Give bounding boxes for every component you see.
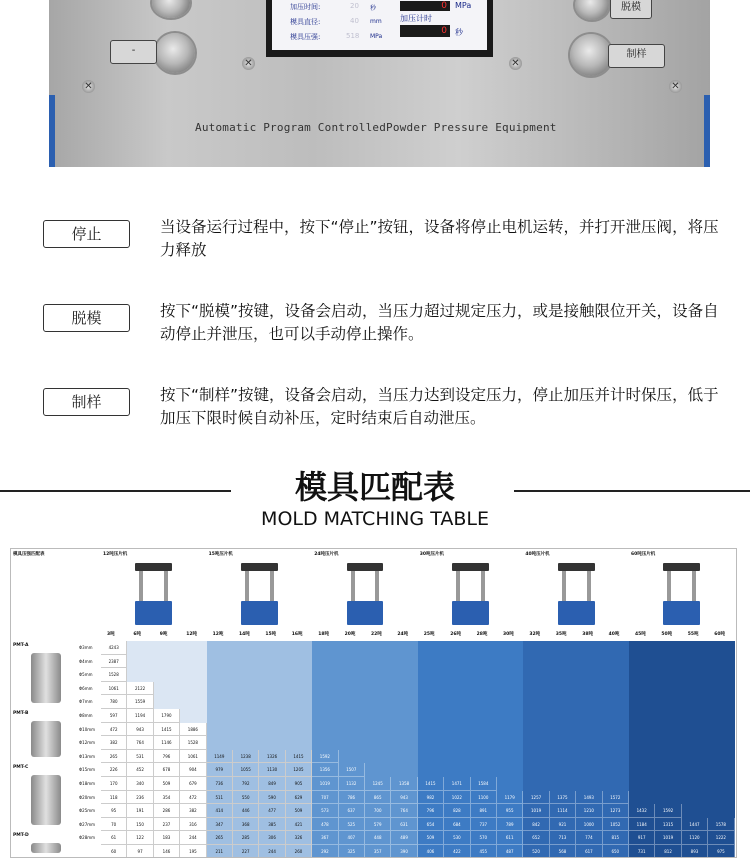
pressure-cell: 382 <box>101 736 127 750</box>
pressure-cell: 955 <box>497 804 523 818</box>
press-part <box>663 601 700 625</box>
pressure-cell: 849 <box>259 777 285 791</box>
diameter-label: Φ20mm <box>79 794 96 800</box>
pressure-cell: 406 <box>418 845 444 858</box>
pressure-cell: 812 <box>655 845 681 858</box>
pressure-cell: 97 <box>127 845 153 858</box>
pressure-cell: 764 <box>391 804 417 818</box>
pressure-cell: 1415 <box>418 777 444 791</box>
screen-row-value: 20 <box>350 2 359 10</box>
pressure-cell: 1019 <box>655 831 681 845</box>
ton-label: 28吨 <box>476 632 488 637</box>
press-part <box>241 563 278 571</box>
pressure-cell: 637 <box>339 804 365 818</box>
screen-row-value: 518 <box>346 32 360 40</box>
pressure-cell: 385 <box>259 818 285 832</box>
diameter-label: Φ6mm <box>79 685 93 691</box>
lcd-screen-content <box>272 0 487 50</box>
pressure-cell: 1315 <box>655 818 681 832</box>
pressure-cell: 1572 <box>603 791 629 805</box>
mold-group-label: PMT-A <box>13 643 29 648</box>
screen-row-label: 加压时间: <box>290 3 321 11</box>
pressure-cell: 2122 <box>127 682 153 696</box>
pressure-cell: 183 <box>154 831 180 845</box>
pressure-cell: 1493 <box>576 791 602 805</box>
pressure-cell: 631 <box>391 818 417 832</box>
pressure-cell: 1061 <box>180 750 206 764</box>
pressure-cell: 905 <box>286 777 312 791</box>
press-part <box>456 571 460 601</box>
pressure-cell: 1528 <box>101 668 127 682</box>
pressure-cell: 979 <box>207 763 233 777</box>
pressure-cell: 487 <box>497 845 523 858</box>
diameter-label: Φ3mm <box>79 645 93 650</box>
press-part <box>587 571 591 601</box>
diameter-label: Φ8mm <box>79 713 93 718</box>
press-part <box>241 601 278 625</box>
pressure-cell: 446 <box>233 804 259 818</box>
pressure-cell: 509 <box>154 777 180 791</box>
ton-label: 26吨 <box>450 632 461 637</box>
ton-label: 55吨 <box>687 632 699 637</box>
press-drawing <box>347 563 384 625</box>
pressure-cell: 4243 <box>101 641 127 655</box>
pressure-cell: 95 <box>101 804 127 818</box>
machine-name: 30吨压片机 <box>419 552 445 557</box>
pressure-cell: 236 <box>127 791 153 805</box>
mold-group-label: PMT-D <box>13 833 29 839</box>
pressure-cell: 2387 <box>101 655 127 669</box>
diameter-label: Φ18mm <box>79 781 96 786</box>
demold-description: 按下“脱模”按键，设备会启动，当压力超过规定压力，或是接触限位开关，设备自动停止并泄压，也可以手动停止操作。 <box>160 302 719 343</box>
pressure-cell: 1222 <box>708 831 734 845</box>
pressure-cell: 191 <box>127 804 153 818</box>
mold-matching-table <box>10 548 737 858</box>
pressure-cell: 1022 <box>444 791 470 805</box>
pressure-cell: 146 <box>154 845 180 858</box>
pressure-cell: 1130 <box>259 763 285 777</box>
pressure-cell: 1100 <box>471 791 497 805</box>
screen-row-unit: 秒 <box>370 5 377 12</box>
pressure-cell: 774 <box>576 831 602 845</box>
pressure-cell: 1790 <box>154 709 180 723</box>
pressure-cell: 789 <box>497 818 523 832</box>
pressure-cell: 1592 <box>655 804 681 818</box>
pressure-cell: 1273 <box>603 804 629 818</box>
press-part <box>135 563 172 571</box>
pressure-cell: 421 <box>286 818 312 832</box>
table-corner-title: 模具压强匹配表 <box>13 552 45 557</box>
pressure-cell: 422 <box>444 845 470 858</box>
pressure-cell: 1019 <box>312 777 338 791</box>
pressure-cell: 893 <box>682 845 708 858</box>
ton-label: 14吨 <box>239 632 250 637</box>
press-drawing <box>135 563 172 625</box>
pressure-cell: 316 <box>180 818 206 832</box>
pressure-cell: 1061 <box>101 682 127 696</box>
pressure-cell: 390 <box>391 845 417 858</box>
ton-label: 6吨 <box>133 632 142 637</box>
machine-name: 12吨压片机 <box>103 552 128 557</box>
pressure-cell: 1358 <box>391 777 417 791</box>
pressure-cell: 1146 <box>154 736 180 750</box>
diameter-label: Φ25mm <box>79 808 96 814</box>
sample-description: 按下“制样”按键，设备会启动，当压力达到设定压力，停止加压并计时保压，低于加压下限时候自动补压，定时结束后自动泄压。 <box>160 386 719 427</box>
pressure-cell: 1179 <box>497 791 523 805</box>
pressure-cell: 1432 <box>629 804 655 818</box>
press-part <box>692 571 696 601</box>
pressure-cell: 1507 <box>339 763 365 777</box>
ton-label: 12吨 <box>212 632 224 637</box>
pressure-cell: 629 <box>286 791 312 805</box>
pressure-cell: 617 <box>576 845 602 858</box>
diameter-label: Φ12mm <box>79 740 96 746</box>
pressure-cell: 652 <box>523 831 549 845</box>
pressure-cell: 340 <box>127 777 153 791</box>
pressure-cell: 1210 <box>576 804 602 818</box>
pressure-cell: 1447 <box>682 818 708 832</box>
pressure-cell: 737 <box>471 818 497 832</box>
machine-name: 60吨压片机 <box>631 552 656 557</box>
pressure-cell: 842 <box>523 818 549 832</box>
demold-button-label[interactable]: 脱模 <box>610 0 652 19</box>
pressure-cell: 1238 <box>233 750 259 764</box>
pressure-readout: 0 <box>400 1 450 11</box>
pressure-cell: 1184 <box>629 818 655 832</box>
pressure-cell: 1528 <box>180 736 206 750</box>
pressure-cell: 1052 <box>603 818 629 832</box>
ton-label: 9吨 <box>159 632 168 637</box>
pressure-cell: 260 <box>286 845 312 858</box>
pressure-cell: 478 <box>312 818 338 832</box>
pressure-cell: 568 <box>550 845 576 858</box>
pressure-cell: 118 <box>101 791 127 805</box>
pressure-cell: 1205 <box>286 763 312 777</box>
pressure-cell: 472 <box>180 791 206 805</box>
press-part <box>347 563 384 571</box>
pressure-cell: 448 <box>365 831 391 845</box>
pressure-cell: 455 <box>471 845 497 858</box>
pressure-cell: 347 <box>207 818 233 832</box>
pressure-cell: 943 <box>391 791 417 805</box>
press-part <box>245 571 249 601</box>
stop-button-label: 停止 <box>43 220 130 248</box>
pressure-cell: 60 <box>101 845 127 858</box>
screw-icon: ✕ <box>242 57 255 70</box>
timer-title: 加压计时 <box>400 14 432 23</box>
pressure-cell: 477 <box>259 804 285 818</box>
ton-label: 24吨 <box>397 632 409 637</box>
pressure-cell: 509 <box>418 831 444 845</box>
pressure-cell: 943 <box>127 723 153 737</box>
section-title: 模具匹配表 <box>294 468 455 506</box>
pressure-cell: 1055 <box>233 763 259 777</box>
pressure-cell: 736 <box>207 777 233 791</box>
pressure-cell: 326 <box>286 831 312 845</box>
section-subtitle: MOLD MATCHING TABLE <box>261 508 489 530</box>
demold-button-label-legend: 脱模 <box>43 304 130 332</box>
pressure-cell: 1886 <box>180 723 206 737</box>
ton-label: 20吨 <box>344 632 356 637</box>
pressure-cell: 1415 <box>154 723 180 737</box>
pressure-cell: 792 <box>233 777 259 791</box>
pressure-cell: 1132 <box>339 777 365 791</box>
ton-label: 30吨 <box>503 632 514 637</box>
ton-label: 22吨 <box>371 632 382 637</box>
panel-caption: Automatic Program ControlledPowder Pressure Equipment <box>195 121 557 134</box>
press-part <box>452 563 489 571</box>
pressure-cell: 650 <box>603 845 629 858</box>
screen-row-unit: mm <box>370 18 382 25</box>
screw-icon: ✕ <box>509 57 522 70</box>
pressure-cell: 1471 <box>444 777 470 791</box>
press-drawing <box>663 563 700 625</box>
minus-button-label[interactable]: - <box>110 40 157 64</box>
pressure-cell: 786 <box>339 791 365 805</box>
pressure-cell: 654 <box>418 818 444 832</box>
stop-description: 当设备运行过程中，按下“停止”按钮，设备将停止电机运转，并打开泄压阀，将压力释放 <box>160 218 719 259</box>
pressure-cell: 815 <box>603 831 629 845</box>
pressure-cell: 530 <box>444 831 470 845</box>
press-part <box>562 571 566 601</box>
timer-readout: 0 <box>400 25 450 37</box>
pressure-cell: 573 <box>312 804 338 818</box>
pressure-cell: 452 <box>127 763 153 777</box>
pressure-cell: 472 <box>101 723 127 737</box>
pressure-cell: 679 <box>180 777 206 791</box>
sample-button-label[interactable]: 制样 <box>608 44 665 68</box>
timer-unit: 秒 <box>455 28 463 37</box>
screw-icon: ✕ <box>82 80 95 93</box>
pressure-cell: 286 <box>154 804 180 818</box>
screen-row-label: 模具压强: <box>290 33 321 41</box>
lcd-screen <box>266 0 493 57</box>
pressure-cell: 764 <box>127 736 153 750</box>
pressure-cell: 597 <box>101 709 127 723</box>
diameter-label: Φ28mm <box>79 835 96 841</box>
mold-drawing <box>31 653 61 703</box>
pressure-cell: 354 <box>154 791 180 805</box>
ton-label: 25吨 <box>423 632 435 637</box>
pressure-cell: 285 <box>233 831 259 845</box>
diameter-label: Φ15mm <box>79 767 96 773</box>
pressure-cell: 1149 <box>207 750 233 764</box>
pressure-cell: 407 <box>339 831 365 845</box>
press-part <box>481 571 485 601</box>
pressure-cell: 700 <box>365 804 391 818</box>
pressure-cell: 780 <box>101 695 127 709</box>
pressure-cell: 414 <box>207 804 233 818</box>
diameter-label: Φ10mm <box>79 726 96 732</box>
pressure-cell: 227 <box>233 845 259 858</box>
ton-label: 40吨 <box>608 632 620 637</box>
press-part <box>270 571 274 601</box>
pressure-cell: 1326 <box>259 750 285 764</box>
pressure-cell: 325 <box>339 845 365 858</box>
diameter-label: Φ5mm <box>79 672 93 678</box>
pressure-cell: 265 <box>207 831 233 845</box>
pressure-cell: 678 <box>154 763 180 777</box>
press-drawing <box>558 563 595 625</box>
screw-icon: ✕ <box>669 80 682 93</box>
press-part <box>135 601 172 625</box>
machine-name: 24吨压片机 <box>314 552 339 557</box>
ton-label: 15吨 <box>265 632 277 637</box>
minus-knob[interactable] <box>155 33 195 73</box>
pressure-cell: 382 <box>180 804 206 818</box>
pressure-cell: 265 <box>101 750 127 764</box>
pressure-cell: 368 <box>233 818 259 832</box>
pressure-cell: 828 <box>444 804 470 818</box>
pressure-cell: 489 <box>391 831 417 845</box>
pressure-cell: 1194 <box>127 709 153 723</box>
pressure-cell: 1120 <box>682 831 708 845</box>
pressure-cell: 1019 <box>523 804 549 818</box>
pressure-cell: 1114 <box>550 804 576 818</box>
sample-button-label-legend: 制样 <box>43 388 130 416</box>
press-part <box>347 601 384 625</box>
press-part <box>558 563 595 571</box>
ton-label: 35吨 <box>555 632 567 637</box>
ton-label: 12吨 <box>186 632 197 637</box>
pressure-cell: 731 <box>629 845 655 858</box>
pressure-cell: 1415 <box>286 750 312 764</box>
ton-label: 60吨 <box>714 632 725 637</box>
pressure-cell: 865 <box>365 791 391 805</box>
pressure-cell: 570 <box>471 831 497 845</box>
press-part <box>164 571 168 601</box>
pressure-cell: 1000 <box>576 818 602 832</box>
screen-row-unit: MPa <box>370 33 383 40</box>
pressure-cell: 1592 <box>312 750 338 764</box>
mold-drawing <box>31 775 61 825</box>
pressure-cell: 170 <box>101 777 127 791</box>
pressure-cell: 511 <box>207 791 233 805</box>
mold-drawing <box>31 843 61 853</box>
pressure-cell: 211 <box>207 845 233 858</box>
press-part <box>139 571 143 601</box>
ton-label: 3吨 <box>107 632 115 637</box>
pressure-cell: 590 <box>259 791 285 805</box>
pressure-cell: 122 <box>127 831 153 845</box>
pressure-cell: 707 <box>312 791 338 805</box>
pressure-cell: 917 <box>629 831 655 845</box>
mold-drawing <box>31 721 61 757</box>
diameter-label: Φ13mm <box>79 753 96 759</box>
pressure-cell: 520 <box>523 845 549 858</box>
ton-label: 45吨 <box>635 632 646 637</box>
pressure-cell: 61 <box>101 831 127 845</box>
pressure-cell: 70 <box>101 818 127 832</box>
diameter-label: Φ27mm <box>79 821 96 827</box>
pressure-cell: 796 <box>418 804 444 818</box>
pressure-cell: 713 <box>550 831 576 845</box>
ton-label: 38吨 <box>582 632 593 637</box>
panel-side-blue-left <box>49 95 55 167</box>
screen-row-label: 模具直径: <box>290 18 321 26</box>
screen-row-value: 40 <box>350 17 359 25</box>
pressure-cell: 195 <box>180 845 206 858</box>
ton-label: 16吨 <box>291 632 303 637</box>
press-drawing <box>241 563 278 625</box>
pressure-cell: 1356 <box>312 763 338 777</box>
pressure-cell: 982 <box>418 791 444 805</box>
pressure-cell: 357 <box>365 845 391 858</box>
pressure-cell: 226 <box>101 763 127 777</box>
pressure-cell: 921 <box>550 818 576 832</box>
diameter-label: Φ7mm <box>79 699 93 705</box>
machine-name: 40吨压片机 <box>525 552 550 557</box>
pressure-cell: 150 <box>127 818 153 832</box>
pressure-cell: 292 <box>312 845 338 858</box>
pressure-cell: 509 <box>286 804 312 818</box>
panel-side-blue-right <box>704 95 710 167</box>
pressure-cell: 904 <box>180 763 206 777</box>
press-part <box>663 563 700 571</box>
press-part <box>558 601 595 625</box>
pressure-cell: 796 <box>154 750 180 764</box>
pressure-cell: 531 <box>127 750 153 764</box>
press-part <box>452 601 489 625</box>
pressure-cell: 1257 <box>523 791 549 805</box>
press-drawing <box>452 563 489 625</box>
pressure-cell: 550 <box>233 791 259 805</box>
pressure-cell: 1578 <box>708 818 734 832</box>
pressure-cell: 975 <box>708 845 734 858</box>
pressure-cell: 1245 <box>365 777 391 791</box>
pressure-cell: 244 <box>259 845 285 858</box>
pressure-cell: 525 <box>339 818 365 832</box>
sample-knob[interactable] <box>570 34 612 76</box>
pressure-unit: MPa <box>455 1 472 10</box>
pressure-cell: 684 <box>444 818 470 832</box>
pressure-cell: 1375 <box>550 791 576 805</box>
pressure-cell: 891 <box>471 804 497 818</box>
pressure-cell: 237 <box>154 818 180 832</box>
press-part <box>375 571 379 601</box>
pressure-cell: 306 <box>259 831 285 845</box>
pressure-cell: 1584 <box>471 777 497 791</box>
pressure-cell: 244 <box>180 831 206 845</box>
press-part <box>667 571 671 601</box>
pressure-cell: 1559 <box>127 695 153 709</box>
press-part <box>351 571 355 601</box>
pressure-cell: 367 <box>312 831 338 845</box>
pressure-cell: 579 <box>365 818 391 832</box>
mold-group-label: PMT-C <box>13 765 29 771</box>
mold-group-label: PMT-B <box>13 711 29 716</box>
ton-label: 32吨 <box>529 632 541 637</box>
ton-label: 18吨 <box>318 632 329 637</box>
pressure-cell: 611 <box>497 831 523 845</box>
machine-name: 15吨压片机 <box>208 552 233 557</box>
diameter-label: Φ4mm <box>79 658 93 664</box>
ton-label: 50吨 <box>661 632 673 637</box>
